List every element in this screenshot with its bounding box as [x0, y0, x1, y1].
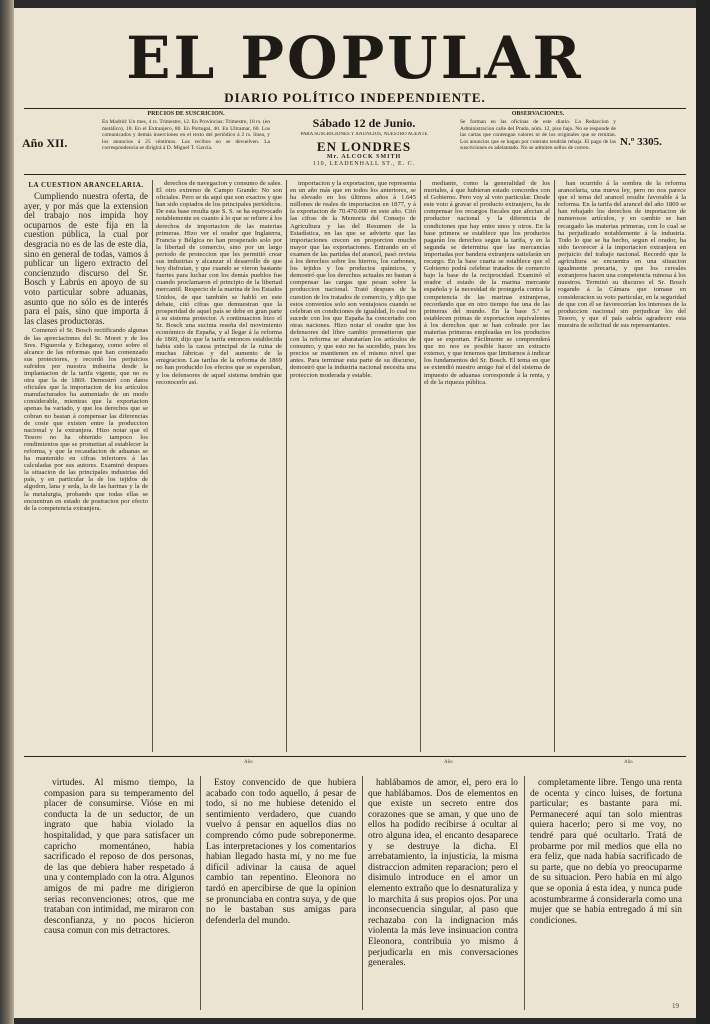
- article-body-3: importacion y la exportacion, que representa en un año más que en todos los anteriores, se ha elevado en los últimos años á 1.645 millones de reales de importacion en 1877, y á la exportacion de 70.470.000 en este año. Citó las cifras de la Memoria del Consejo de Agricultura y las del Resumen de la Estadística, en las que se advierte que las importaciones crecen en proporcion mucho mayor que las exportaciones. Entrando en el examen de las partidas del arancel, pasó revista á los derechos sobre los hierros, los carbones, los tejidos y los productos químicos, y demostró que los derechos actuales no bastan á compensar las cargas que pesan sobre la produccion nacional. Trató despues de la cuestion de los tratados de comercio, y dijo que estos convenios solo son ventajosos cuando se celebran en condiciones de igualdad, lo cual no sucede con los que España ha concertado con otras naciones. Hizo notar el orador que los defensores del libre cambio prometieron que con la reforma se abaratarían los artículos de consumo, y que esto no ha sucedido, pues los precios se mantienen en el mismo nivel que antes. Para terminar esta parte de su discurso, demostró que la industria nacional necesita una proteccion moderada y estable.: [290, 180, 416, 379]
- folletin-text-4: completamente libre. Tengo una renta de ocenta y cinco luises, de fortuna particular; es bastante para mí. Permaneceré aquí tan solo mientras quiera hacerlo; pero si me voy, no tendré para qué ocultarlo. Tratá de probarme por mil medios que ella no era feliz, que nada había sacrificado de su parte, que no debía yo preocuparme de su situacion. Pero había en mí algo que se oponia á esta idea, y nunca pude acostumbrarme á considerarla como una mujer que se habia entregado á mí sin condiciones.: [530, 778, 682, 926]
- folletin-text-1: virtudes. Al mismo tiempo, la compasion para su temperamento del placer de consumirse. Vióse en mi conducta la de un seductor, de un ingrato que habia violado la hospitalidad, y que para satisfacer un capricho momentáneo, habia sacrificado el reposo de dos personas, de las que debiera haber respetado á una y contemplado con la otra. Algunos amigos de mi padre me dirigieron serias reconvenciones; otros, que me trataban con intimidad, me miraron con desconfianza, y no pocos hicieron causa comun con mis detractores.: [44, 778, 194, 937]
- article-body-1: Comenzó el Sr. Bosch rectificando algunas de las apreciaciones del Sr. Moret y de los Sres. Figuerola y Echegaray, como sobre el alcance de las reformas que han comenzado sus protectores, y recordó los perjuicios sufridos por nuestra industria desde la implantacion de la tarifa vigente, que no es otra que la de 1869. Demostró con datos oficiales que la importacion de los artículos manufacturados ha aumentado de un modo considerable, mientras que la exportacion apenas ha variado, y que los derechos que se cobran no bastan á compensar las diferencias de coste que existen entre la produccion nacional y la extranjera. Hizo notar que el Tesoro no ha obtenido tampoco los rendimientos que se prometian al establecer la reforma, y que la recaudacion de aduanas se ha mantenido en cifras inferiores á las calculadas por sus autores. Examinó despues la situacion de las principales industrias del país, y en particular la de los tejidos de algodon, lana y seda, la de las harinas y la de la metalurgia, probando que todas ellas se encuentran en estado de postracion por efecto de la competencia extranjera.: [24, 327, 148, 512]
- column-divider: [152, 180, 153, 752]
- observations-text: Se forman en las oficinas de este diario. La Redaccion y Administracion calle del Prado, núm. 12, piso bajo. No se responde de las cartas que contengan valores ni de los originales que se remitan. Los anuncios que se hagan por contrato tendrán rebaja. El pago de las suscriciones es adelantado. No se admiten sellos de correo.: [460, 119, 616, 152]
- column-2: [156, 180, 282, 750]
- folletin-text-3: hablábamos de amor, el, pero era lo que hablábamos. Dos de elementos en que existe un secreto entre dos corazones que se aman, y que uno de ellos ha podido recibirse á ocultar al otro alguna idea, el encanto desaparece y se destruye la dicha. El arrebatamiento, la injusticia, la misma distraccion admiten reparacion; pero el disimulo introduce en el amor un elemento extraño que lo desnaturaliza y lo marchita á sus propios ojos. Por una inconsecuencia singular, al paso que rechazaba con la indignacion más violenta la más leve insinuacion contra Eleonora, contribuia yo mismo á perjudicarla en mis conversaciones generales.: [368, 778, 518, 969]
- column-divider: [420, 180, 421, 752]
- header-bottom-rule: [24, 174, 686, 175]
- header-top-rule: [24, 108, 686, 109]
- article-headline: LA CUESTION ARANCELARIA.: [28, 181, 144, 189]
- observations-box: [460, 111, 616, 171]
- newspaper-page: [14, 8, 696, 1018]
- folletin-mark-1: Año: [244, 760, 253, 765]
- issue-number: N.º 3305.: [620, 136, 662, 148]
- issue-date: Sábado 12 de Junio.: [312, 116, 416, 130]
- subscription-text: En Madrid: Un mes, 4 rs. Trimestre, 12. En Provincias: Trimestre, 18 rs. (en metálico), 18. En el Extranjero, 80. En Portugal, 40. En Ultramar, 60. Los comunicados y demás inserciones en el texto del periódico á 2 rs. línea, y los anuncios á 25 céntimos. Los recibos no se devuelven. La correspondencia se dirigirá á D. Miguel T. García.: [102, 119, 270, 152]
- column-divider: [554, 180, 555, 752]
- column-divider: [286, 180, 287, 752]
- london-address: 110, LEADENHALL ST., E. C.: [312, 161, 416, 167]
- article-body-4: mediante, como la generalidad de los mortales, á que hubieran estado concordes con el Gobierno. Pero voy al voto particular. Desde este voto á gravar el producto extranjero, ha de compensar los recargos fiscales que afectan al productor nacional y la diferencia de condiciones que hay entre unos y otros. En la base primera se establece que los productos pagarán los derechos segun la tarifa, y en la segunda se determina que las mercancías importadas por bandera extranjera satisfarán un recargo. En la base cuarta se establece que el Gobierno podrá celebrar tratados de comercio bajo la base de la reciprocidad. Examinó el orador el estado de la marina mercante española y la necesidad de protegerla contra la competencia de las marinas extranjeras, recordando que en otro tiempo fue una de las primeras del mundo. En la base 5.ª se establecen primas de exportacion equivalentes á los derechos que se han cobrado por las materias primeras empleadas en los productos que se exportan. Fácilmente se comprenderá que no nos es posible hacer un extracto extenso, y que tenemos que limitarnos á indicar los fundamentos del Sr. Bosch. El tema en que se extendió nuestro amigo fué el del sistema de impuesto de aduanas corresponde á la renta, y el de la riqueza pública.: [424, 180, 550, 386]
- folletin-mark-2: Año: [444, 760, 453, 765]
- column-5: [558, 180, 686, 750]
- london-agent: Mr. ALCOCK SMITH: [326, 154, 402, 160]
- folletin-column-1: [44, 778, 194, 1010]
- agent-note: PARA SUSCRICIONES Y ANUNCIOS, NUESTRO AGENTE: [300, 132, 428, 137]
- article-body-5: han ocurrido á la sombra de la reforma arancelaria, una nueva ley, pero no nos parece que el tema del arancel resulte favorable á la reforma. En la tarifa del arancel del año 1869 se han rebajado los derechos de importacion de numerosos artículos, y en cambio se han recargado las materias primeras, con lo cual se ha perjudicado notablemente á la industria. Todo lo que se ha hecho, segun el orador, ha sido favorecer á la importacion extranjera en perjuicio del trabajo nacional. Recordó que la agricultura se encuentra en una situacion igualmente precaria, y que los cereales extranjeros hacen una competencia ruinosa á los nuestros. Terminó su discurso el Sr. Bosch rogando á la Cámara que tomase en consideracion su voto particular, en la seguridad de que con él se favorecerían los intereses de la produccion nacional sin perjudicar los del Tesoro, y que el país sabría agradecer esta muestra de solicitud de sus representantes.: [558, 180, 686, 329]
- column-3: [290, 180, 416, 750]
- article-body-2: derechos de navegacion y consumo de sales. El otro extremo de Campo Grande: No son oficiales. Pero se da aquí que son exactos y que han sido copiados de los principales periódicos. De esta base resulta que S. S. se ha equivocado notablemente en cuanto á lo que se refiere á los derechos de importacion de las materias primeras. Hizo ver el orador que Inglaterra, Francia y Bélgica no han prosperado solo por la libertad de comercio, sino por un largo periodo de proteccion que les permitió crear sus industrias y alcanzar el desarrollo de que hoy disfrutan, y que cuando se vieron bastante fuertes para luchar con los demás pueblos fue cuando proclamaron el principio de la libertad mercantil. Respecto de la marina de los Estados Unidos, de que también se habló en este debate, citó cifras que demuestran que la prosperidad de aquel país se debe en gran parte á su sistema protector. A continuacion hizo el Sr. Bosch una sucinta reseña del movimiento económico de España, y al llegar á la reforma de 1869, dijo que la tarifa entonces establecida habia sido la causa principal de la ruina de muchas fábricas y del aumento de la emigracion. Las tarifas de la reforma de 1869 no han producido los efectos que se esperaban, y los defensores de aquel sistema tendrán que reconocerlo así.: [156, 180, 282, 386]
- folletin-column-3: [368, 778, 518, 1010]
- masthead-title: EL POPULAR: [126, 24, 584, 92]
- subscription-title: PRECIOS DE SUSCRICION.: [147, 111, 225, 117]
- scan-edge: [696, 0, 710, 1024]
- column-divider: [200, 776, 201, 1010]
- subscription-box: [102, 111, 270, 171]
- folletin-rule: [24, 756, 686, 757]
- column-divider: [362, 776, 363, 1010]
- folletin-mark-3: Año: [624, 760, 633, 765]
- observations-title: OBSERVACIONES.: [511, 111, 565, 117]
- folletin-text-2: Estoy convencido de que hubiera acabado con todo aquello, á pesar de todo, si no me hubiese detenido el sentimiento verdadero, que cuando vuelvo á pensar en aquellos dias no comprendo cómo pude sobreponerme. Las interpretaciones y los comentarios habian llegado hasta mí, y no me fue difícil adivinar la causa de aquel cambio tan repentino. Eleonora no tardó en apercibirse de que la opinion se pronunciaba en contra suya, y de que no le bastaban sus amigas para defenderla del mundo.: [206, 778, 356, 926]
- year-label: Año XII.: [22, 136, 68, 150]
- article-lead: Cumpliendo nuestra oferta, de ayer, y por más que la extension del trabajo nos impida hoy ocuparnos de este fija en la cuestion pública, la cual por desgracia no es de las de este dia, sino en general de todas, vamos á publicar un ligero extracto del concienzudo discurso del Sr. Bosch y Labrús en apoyo de su voto particular sobre aduanas, asunto que no sólo es de interés para el país, sino que importa á las clases productoras.: [24, 191, 148, 326]
- london-label: EN LONDRES: [316, 139, 412, 154]
- book-spine: [0, 0, 14, 1024]
- folletin-column-2: [206, 778, 356, 1010]
- masthead-subtitle: DIARIO POLÍTICO INDEPENDIENTE.: [224, 90, 486, 105]
- column-4: [424, 180, 550, 750]
- column-1: [24, 180, 148, 750]
- folletin-column-4: [530, 778, 682, 998]
- column-divider: [524, 776, 525, 1010]
- page-number: 19: [672, 1002, 679, 1010]
